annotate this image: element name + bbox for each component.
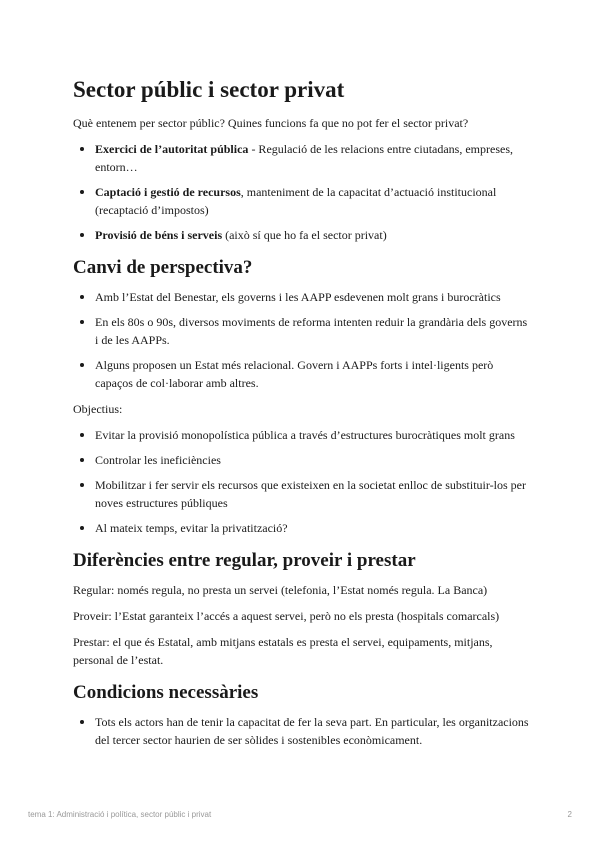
functions-list (73, 140, 533, 244)
list-item: Provisió de béns i serveis (això sí que ho fa el sector privat) (73, 226, 533, 244)
list-item: En els 80s o 90s, diversos moviments de reforma intenten reduir la grandària dels governs i de les AAPPs. (73, 313, 533, 349)
bullet-icon (80, 147, 84, 151)
list-item: Amb l’Estat del Benestar, els governs i les AAPP esdevenen molt grans i burocràtics (73, 288, 533, 306)
heading-conditions: Condicions necessàries (73, 682, 259, 703)
objectius-list (73, 426, 533, 537)
footer-title: tema 1: Administració i política, sector públic i privat (28, 810, 212, 819)
objectius-label: Objectius: (73, 402, 123, 416)
heading-sector: Sector públic i sector privat (73, 77, 345, 102)
proveir-paragraph: Proveir: l’Estat garanteix l’accés a aquest servei, però no els presta (hospitals comarcals) (73, 609, 500, 623)
list-item: Al mateix temps, evitar la privatització? (73, 519, 533, 537)
bullet-icon (80, 433, 84, 437)
bullet-icon (80, 720, 84, 724)
prestar-paragraph: Prestar: el que és Estatal, amb mitjans estatals es presta el servei, equipaments, mitjans, personal de l’estat. (73, 635, 493, 667)
conditions-list (73, 713, 533, 749)
regular-paragraph: Regular: només regula, no presta un servei (telefonia, l’Estat només regula. La Banca) (73, 583, 488, 597)
intro-paragraph: Què entenem per sector públic? Quines funcions fa que no pot fer el sector privat? (73, 116, 469, 130)
list-item: Mobilitzar i fer servir els recursos que existeixen en la societat enlloc de substituir-los per noves estructures públiques (73, 476, 533, 512)
list-item: Evitar la provisió monopolística pública a través d’estructures burocràtiques molt grans (73, 426, 533, 444)
page-number: 2 (567, 810, 572, 819)
bullet-icon (80, 190, 84, 194)
list-item: Alguns proposen un Estat més relacional. Govern i AAPPs forts i intel·ligents però capaços de col·laborar amb altres. (73, 356, 533, 392)
heading-perspective: Canvi de perspectiva? (73, 257, 253, 278)
list-item: Controlar les ineficiències (73, 451, 533, 469)
bullet-icon (80, 320, 84, 324)
bullet-icon (80, 295, 84, 299)
bullet-icon (80, 458, 84, 462)
list-item: Tots els actors han de tenir la capacitat de fer la seva part. En particular, les organitzacions del tercer sector haurien de ser sòlides i sostenibles econòmicament. (73, 713, 533, 749)
bullet-icon (80, 526, 84, 530)
perspective-list (73, 288, 533, 392)
bullet-icon (80, 483, 84, 487)
list-item: Captació i gestió de recursos, manteniment de la capacitat d’actuació institucional (recaptació d’impostos) (73, 183, 533, 219)
page-footer (28, 810, 572, 819)
heading-differences: Diferències entre regular, proveir i prestar (73, 550, 416, 571)
bullet-icon (80, 363, 84, 367)
list-item: Exercici de l’autoritat pública - Regulació de les relacions entre ciutadans, empreses, entorn… (73, 140, 533, 176)
bullet-icon (80, 233, 84, 237)
document-page (73, 70, 533, 757)
